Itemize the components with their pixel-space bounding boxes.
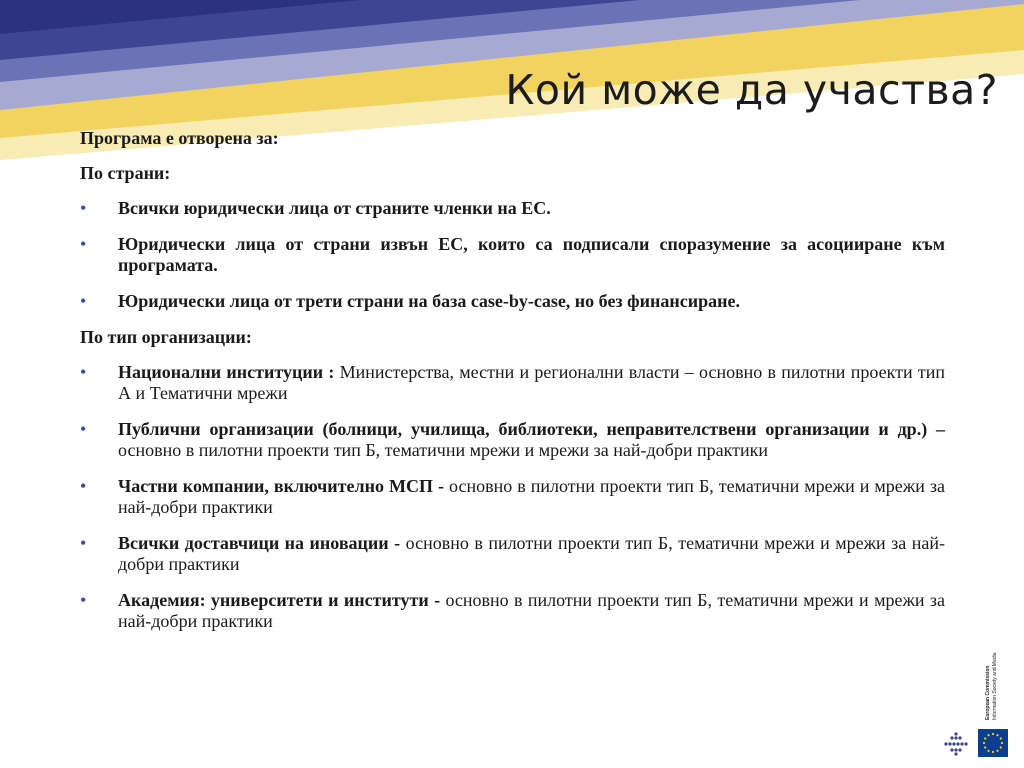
country-item-text: Всички юридически лица от страните членки на ЕС. xyxy=(118,198,551,218)
type-item-bold: Публични организации (болници, училища, библиотеки, неправителствени организации и др.) – xyxy=(118,419,945,439)
bullet-icon: • xyxy=(80,533,87,553)
slide-body xyxy=(80,128,945,647)
list-item xyxy=(80,590,945,632)
type-item-normal: основно в пилотни проекти тип Б, тематични мрежи и мрежи за най-добри практики xyxy=(118,590,945,631)
bullet-icon: • xyxy=(80,476,87,496)
type-item-normal: основно в пилотни проекти тип Б, тематични мрежи и мрежи за най-добри практики xyxy=(118,533,945,574)
slide-title: Кой може да участва? xyxy=(505,66,998,114)
by-type-heading: По тип организации: xyxy=(80,327,252,347)
commission-vertical-text xyxy=(978,640,1008,720)
type-item-text xyxy=(118,362,945,404)
bullet-icon: • xyxy=(80,291,87,311)
list-item xyxy=(80,476,945,518)
type-item-bold: Частни компании, включително МСП - xyxy=(118,476,444,496)
type-item-text xyxy=(118,476,945,518)
type-item-normal: основно в пилотни проекти тип Б, тематични мрежи и мрежи за най-добри практики xyxy=(118,476,945,517)
bullet-icon: • xyxy=(80,362,87,382)
list-item xyxy=(80,362,945,404)
list-item xyxy=(80,198,945,219)
bullet-icon: • xyxy=(80,590,87,610)
bullet-icon: • xyxy=(80,419,87,439)
list-item xyxy=(80,533,945,575)
type-item-normal: основно в пилотни проекти тип Б, тематични мрежи и мрежи за най-добри практики xyxy=(118,440,768,460)
country-item-text: Юридически лица от трети страни на база case-by-case, но без финансиране. xyxy=(118,291,740,311)
type-item-normal: Министерства, местни и регионални власти – основно в пилотни проекти тип А и Тематични мрежи xyxy=(118,362,945,403)
commission-line1: European Commission xyxy=(985,665,991,720)
bullet-icon: • xyxy=(80,234,87,254)
bullet-icon: • xyxy=(80,198,87,218)
type-item-text xyxy=(118,419,945,461)
commission-line2: Information Society and Media xyxy=(992,652,998,720)
dots-logo-icon xyxy=(944,732,968,756)
type-item-text xyxy=(118,533,945,575)
country-item-text: Юридически лица от страни извън ЕС, които са подписали споразумение за асоцииране към програмата. xyxy=(118,234,945,275)
list-item xyxy=(80,291,945,312)
eu-flag-icon xyxy=(978,729,1008,757)
list-item xyxy=(80,419,945,461)
type-item-bold: Академия: университети и институти - xyxy=(118,590,441,610)
type-item-bold: Национални институции : xyxy=(118,362,335,382)
by-country-heading: По страни: xyxy=(80,163,171,183)
type-item-text xyxy=(118,590,945,632)
intro-text: Програма е отворена за: xyxy=(80,128,279,148)
type-item-bold: Всички доставчици на иновации - xyxy=(118,533,401,553)
list-item xyxy=(80,234,945,276)
